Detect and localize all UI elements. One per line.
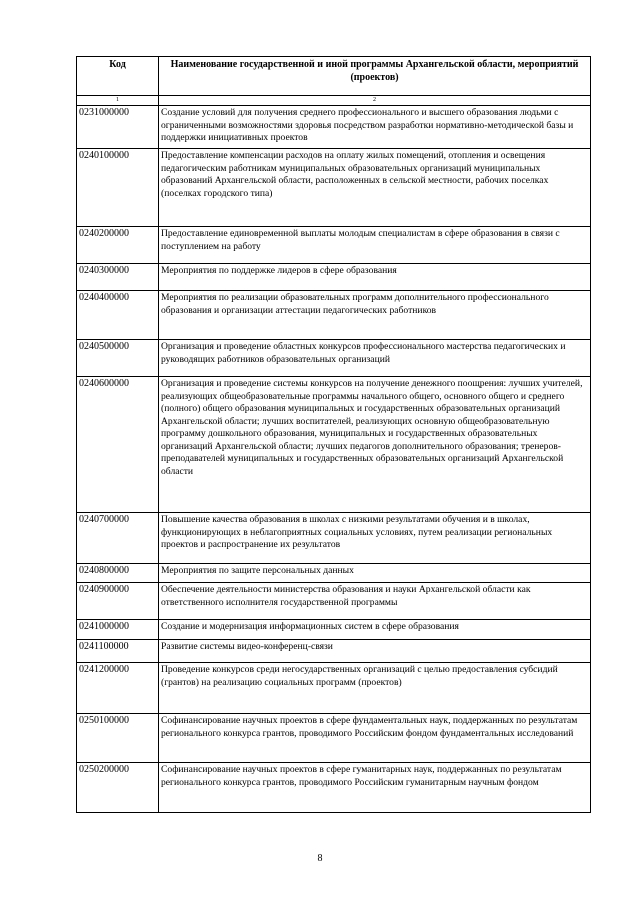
row-code: 0240700000 [77, 513, 159, 564]
row-code: 0241000000 [77, 620, 159, 640]
header-code: Код [77, 57, 159, 96]
row-name: Предоставление компенсации расходов на оплату жилых помещений, отопления и освещения педагогическим работникам муниципальных образовательных организаций муниципальных образований Архангельской области, расположенных в сельской местности, рабочих поселках (поселках городского типа) [159, 149, 591, 227]
table-row [77, 763, 591, 813]
row-code: 0231000000 [77, 106, 159, 149]
table-row [77, 714, 591, 763]
row-name: Создание условий для получения среднего профессионального и высшего образования людьми с ограниченными возможностями здоровья посредством разработки нормативно-методической базы и поддержки инициативных проектов [159, 106, 591, 149]
column-number-1: 1 [77, 96, 159, 106]
row-name: Развитие системы видео-конференц-связи [159, 640, 591, 663]
table-row [77, 264, 591, 291]
row-name: Предоставление единовременной выплаты молодым специалистам в сфере образования в связи с поступлением на работу [159, 227, 591, 264]
table-row [77, 620, 591, 640]
row-code: 0240200000 [77, 227, 159, 264]
row-name: Организация и проведение областных конкурсов профессионального мастерства педагогических и руководящих работников образовательных организаций [159, 340, 591, 377]
row-code: 0250100000 [77, 714, 159, 763]
row-code: 0240600000 [77, 377, 159, 513]
table-row [77, 564, 591, 583]
program-table [76, 56, 591, 813]
table-row [77, 340, 591, 377]
table-header-row [77, 57, 591, 96]
header-name: Наименование государственной и иной программы Архангельской области, мероприятий (проектов) [159, 57, 591, 96]
row-code: 0240800000 [77, 564, 159, 583]
row-name: Повышение качества образования в школах с низкими результатами обучения и в школах, функционирующих в неблагоприятных социальных условиях, путем реализации региональных проектов и распространение их результатов [159, 513, 591, 564]
row-name: Обеспечение деятельности министерства образования и науки Архангельской области как ответственного исполнителя государственной программы [159, 583, 591, 620]
table-row [77, 291, 591, 340]
table-row [77, 149, 591, 227]
row-name: Мероприятия по реализации образовательных программ дополнительного профессионального образования и организации аттестации педагогических работников [159, 291, 591, 340]
row-code: 0241200000 [77, 663, 159, 714]
row-code: 0240300000 [77, 264, 159, 291]
row-name: Мероприятия по защите персональных данных [159, 564, 591, 583]
row-code: 0240500000 [77, 340, 159, 377]
table-row [77, 106, 591, 149]
row-code: 0240900000 [77, 583, 159, 620]
table-row [77, 663, 591, 714]
table-row [77, 640, 591, 663]
row-code: 0240400000 [77, 291, 159, 340]
row-name: Организация и проведение системы конкурсов на получение денежного поощрения: лучших учителей, реализующих общеобразовательные программы начального общего, основного общего и среднего (полного) общего образования муниципальных и государственных образовательных организаций Архангельской области; лучших воспитателей, реализующих основную общеобразовательную программу дошкольного образования, муниципальных и государственных образовательных организаций Архангельской области; лучших педагогов дополнительного образования; тренеров-преподавателей муниципальных и государственных образовательных организаций Архангельской области [159, 377, 591, 513]
table-row [77, 583, 591, 620]
page-number: 8 [317, 853, 323, 864]
row-name: Проведение конкурсов среди негосударственных организаций с целью предоставления субсидий (грантов) на реализацию социальных программ (проектов) [159, 663, 591, 714]
column-number-2: 2 [159, 96, 591, 106]
row-name: Создание и модернизация информационных систем в сфере образования [159, 620, 591, 640]
table-row [77, 227, 591, 264]
table-row [77, 377, 591, 513]
row-name: Мероприятия по поддержке лидеров в сфере образования [159, 264, 591, 291]
table-row [77, 513, 591, 564]
row-code: 0250200000 [77, 763, 159, 813]
row-name: Софинансирование научных проектов в сфере фундаментальных наук, поддержанных по результатам регионального конкурса грантов, проводимого Российским фондом фундаментальных исследований [159, 714, 591, 763]
row-code: 0241100000 [77, 640, 159, 663]
column-number-row [77, 96, 591, 106]
row-code: 0240100000 [77, 149, 159, 227]
row-name: Софинансирование научных проектов в сфере гуманитарных наук, поддержанных по результатам регионального конкурса грантов, проводимого Российским гуманитарным научным фондом [159, 763, 591, 813]
